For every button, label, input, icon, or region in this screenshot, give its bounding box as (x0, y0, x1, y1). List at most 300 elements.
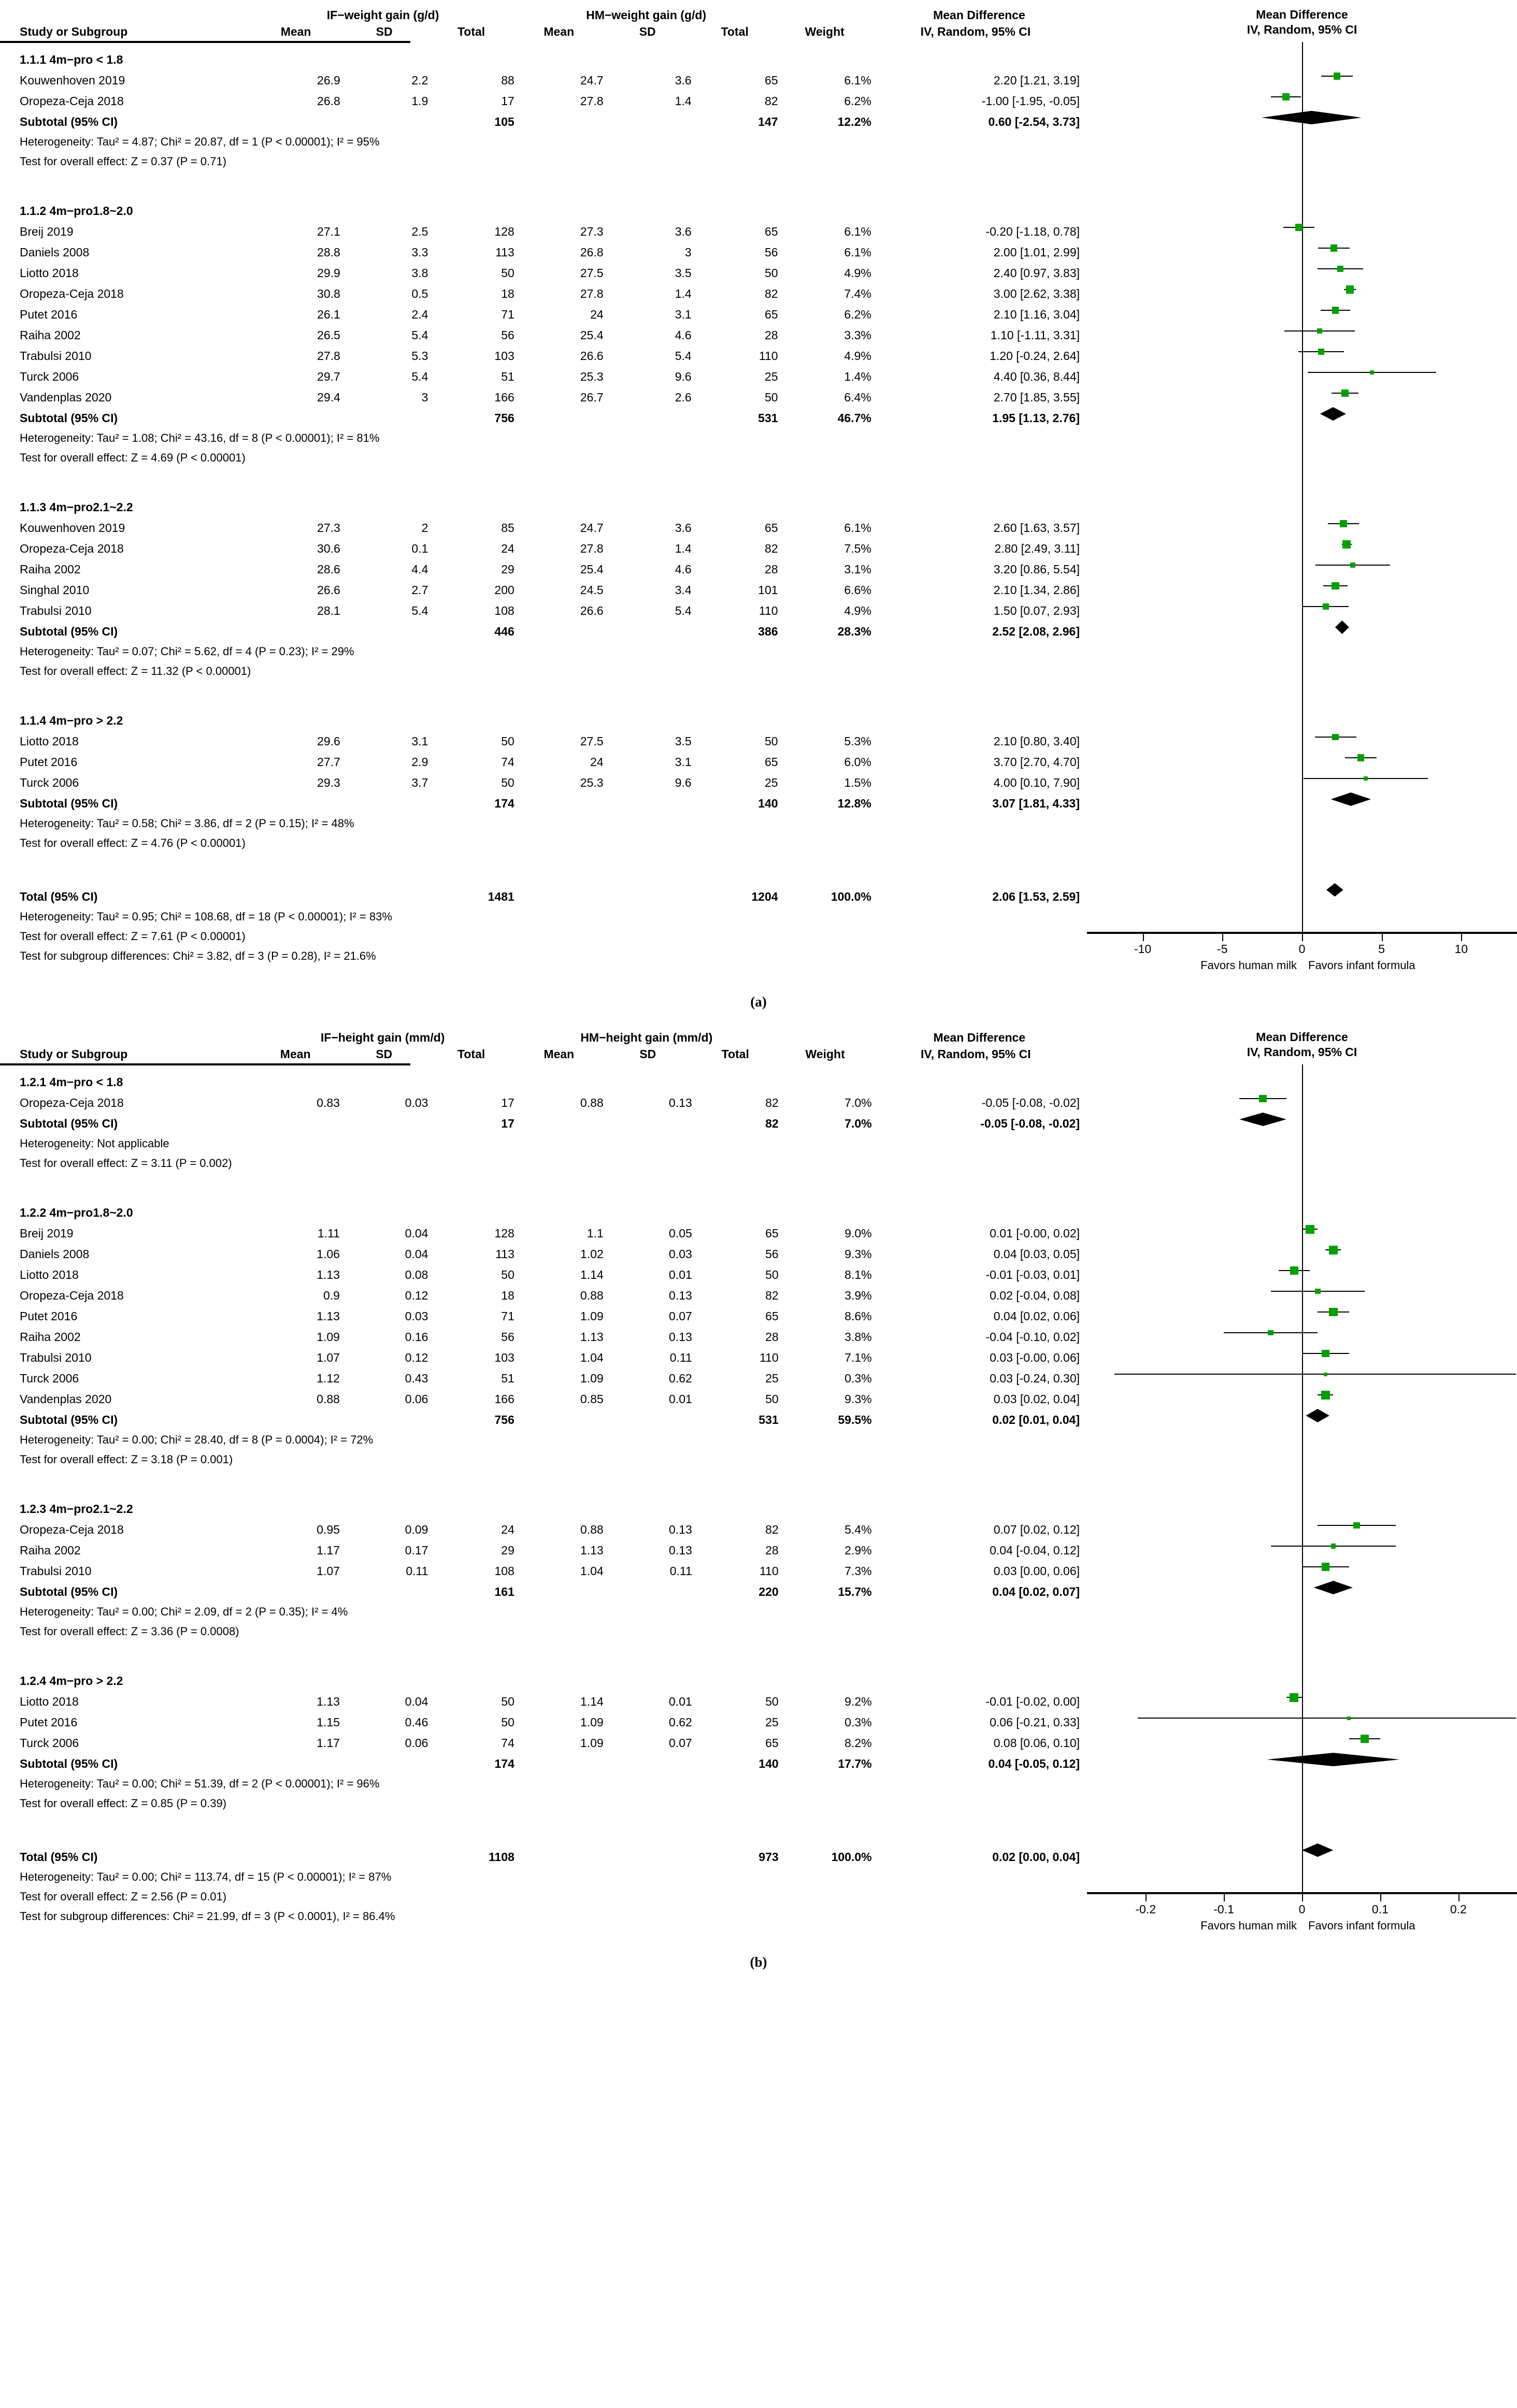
subgroup-differences-row (20, 1902, 1087, 1922)
study-sd-hm: 0.11 (669, 1351, 692, 1364)
effect-estimate-marker (1322, 1350, 1329, 1358)
study-name: Liotto 2018 (20, 1695, 79, 1708)
study-total-if: 18 (501, 287, 514, 300)
study-sd-if: 0.5 (411, 287, 428, 300)
total-blank-4 (604, 873, 692, 903)
study-sd-hm: 0.11 (669, 1564, 692, 1578)
overall-effect-text: Test for overall effect: Z = 3.11 (P = 0.002) (20, 1157, 232, 1170)
row-spacer (20, 1465, 1087, 1489)
x-axis-tick-label: -10 (1134, 942, 1152, 956)
study-total-if: 71 (501, 1309, 514, 1323)
total-diamond (1326, 883, 1343, 897)
heterogeneity-row (20, 1130, 1087, 1149)
subtotal-blank-3 (514, 107, 604, 128)
study-name: Vandenplas 2020 (20, 391, 112, 404)
subtotal-total-if: 174 (494, 1757, 514, 1770)
study-name: Oropeza-Ceja 2018 (20, 94, 124, 108)
subgroup-title: 1.1.1 4m−pro < 1.8 (20, 53, 123, 66)
axis-left-label: Favors human milk (1200, 959, 1297, 972)
study-weight: 9.0% (845, 1227, 872, 1240)
study-mean-hm: 27.8 (580, 542, 604, 555)
study-total-if: 88 (501, 74, 514, 87)
study-total-if: 74 (501, 1736, 514, 1750)
study-mean-hm: 27.5 (580, 734, 604, 748)
subtotal-row (20, 617, 1087, 638)
panel-a-label: (a) (750, 994, 767, 1010)
total-blank-2 (340, 1833, 428, 1863)
col-header-sd-if: SD (376, 25, 393, 38)
study-row (20, 1515, 1087, 1536)
subtotal-total-hm: 531 (758, 1413, 779, 1426)
study-mean-if: 1.09 (317, 1330, 340, 1344)
total-overall-effect-row (20, 922, 1087, 942)
study-sd-hm: 0.13 (669, 1096, 692, 1109)
study-mean-hm: 1.13 (580, 1544, 604, 1557)
study-mean-if: 1.07 (317, 1351, 340, 1364)
study-total-if: 17 (501, 94, 514, 108)
study-mean-hm: 1.09 (580, 1736, 604, 1750)
subtotal-total-if: 446 (494, 625, 514, 638)
subtotal-row (20, 1405, 1087, 1426)
subgroup-title: 1.2.1 4m−pro < 1.8 (20, 1075, 123, 1089)
study-mean-hm: 1.14 (580, 1268, 604, 1281)
axis-right-label: Favors infant formula (1308, 1919, 1415, 1932)
subtotal-total-if: 17 (501, 1117, 514, 1130)
study-name: Trabulsi 2010 (20, 604, 92, 617)
subtotal-blank-3 (514, 1109, 604, 1130)
study-sd-hm: 3.4 (675, 583, 692, 597)
study-total-hm: 110 (758, 349, 778, 363)
study-weight: 1.5% (844, 776, 871, 789)
study-weight: 6.4% (844, 391, 871, 404)
subtotal-blank-4 (604, 1577, 692, 1598)
study-name: Liotto 2018 (20, 734, 79, 748)
overall-effect-row (20, 1446, 1087, 1465)
study-mean-difference: 0.08 [0.06, 0.10] (993, 1736, 1080, 1750)
x-axis-tick (1302, 934, 1303, 941)
total-label: Total (95% CI) (20, 1850, 98, 1864)
header-spacer-2 (778, 9, 871, 26)
subtotal-total-hm: 386 (758, 625, 778, 638)
study-sd-hm: 0.62 (669, 1715, 692, 1729)
study-name: Liotto 2018 (20, 266, 79, 280)
group-header-if: IF−height gain (mm/d) (320, 1031, 445, 1044)
total-diamond (1302, 1843, 1333, 1857)
study-row (20, 1708, 1087, 1728)
study-mean-if: 26.6 (317, 583, 340, 597)
study-total-hm: 56 (764, 246, 778, 259)
study-weight: 5.4% (845, 1523, 872, 1536)
study-row (20, 1343, 1087, 1364)
study-sd-if: 0.17 (405, 1544, 428, 1557)
study-total-hm: 28 (765, 1544, 779, 1557)
subtotal-total-if: 174 (494, 797, 514, 810)
heterogeneity-row (20, 1426, 1087, 1446)
table-group-header-row (20, 1032, 1087, 1048)
total-row (20, 1833, 1087, 1863)
study-sd-if: 5.4 (411, 328, 428, 342)
study-row (20, 279, 1087, 300)
row-spacer (20, 464, 1087, 487)
subtotal-total-hm: 140 (758, 797, 778, 810)
study-mean-if: 26.8 (317, 94, 340, 108)
md-title: Mean Difference (933, 8, 1025, 22)
x-axis-tick (1146, 1894, 1147, 1901)
subtotal-label: Subtotal (95% CI) (20, 115, 118, 128)
study-row (20, 575, 1087, 596)
study-total-hm: 50 (764, 266, 778, 280)
row-spacer (20, 1809, 1087, 1833)
subtotal-total-hm: 220 (758, 1585, 779, 1598)
study-total-if: 128 (494, 225, 514, 238)
study-total-hm: 25 (764, 776, 778, 789)
study-sd-hm: 5.4 (675, 349, 692, 363)
study-mean-difference: -0.01 [-0.03, 0.01] (985, 1268, 1080, 1281)
effect-estimate-marker (1370, 370, 1374, 374)
study-row (20, 66, 1087, 86)
study-sd-hm: 0.07 (669, 1309, 692, 1323)
study-name: Oropeza-Ceja 2018 (20, 1096, 124, 1109)
col-header-sd-hm: SD (639, 1047, 656, 1061)
col-header-mean-if: Mean (280, 25, 311, 38)
study-mean-difference: 0.01 [-0.00, 0.02] (990, 1227, 1080, 1240)
total-blank-3 (514, 1833, 604, 1863)
study-mean-hm: 26.6 (580, 349, 604, 363)
subgroup-title: 1.2.3 4m−pro2.1~2.2 (20, 1502, 133, 1516)
effect-estimate-marker (1353, 1522, 1360, 1529)
study-total-hm: 65 (764, 308, 778, 321)
study-sd-hm: 1.4 (675, 542, 692, 555)
study-total-if: 50 (501, 266, 514, 280)
heterogeneity-text: Heterogeneity: Tau² = 0.00; Chi² = 2.09, df = 2 (P = 0.35); I² = 4% (20, 1605, 348, 1618)
x-axis-tick-label: -5 (1217, 942, 1228, 956)
study-mean-if: 30.6 (317, 542, 340, 555)
study-total-if: 56 (501, 328, 514, 342)
effect-estimate-marker (1259, 1095, 1267, 1103)
row-spacer (20, 677, 1087, 701)
study-total-hm: 82 (765, 1289, 779, 1302)
effect-estimate-marker (1317, 328, 1322, 334)
study-mean-if: 1.17 (317, 1736, 340, 1750)
confidence-interval-line (1114, 1374, 1516, 1375)
subtotal-row (20, 1109, 1087, 1130)
subtotal-blank-2 (340, 1749, 428, 1770)
subtotal-total-if: 756 (494, 1413, 514, 1426)
study-name: Turck 2006 (20, 1736, 79, 1750)
study-mean-if: 0.83 (317, 1096, 340, 1109)
study-sd-hm: 3.6 (675, 521, 692, 535)
heterogeneity-row (20, 424, 1087, 444)
confidence-interval-line (1138, 1718, 1516, 1719)
study-mean-difference: 0.02 [-0.04, 0.08] (990, 1289, 1080, 1302)
overall-effect-row (20, 1618, 1087, 1637)
col-header-md-ci: IV, Random, 95% CI (920, 1047, 1031, 1061)
subtotal-blank-4 (604, 789, 692, 810)
col-header-mean-hm: Mean (543, 25, 575, 38)
study-sd-hm: 3.1 (675, 755, 692, 769)
study-mean-difference: 2.70 [1.85, 3.55] (993, 391, 1080, 404)
study-name: Oropeza-Ceja 2018 (20, 287, 124, 300)
overall-effect-text: Test for overall effect: Z = 3.18 (P = 0.001) (20, 1453, 233, 1466)
overall-effect-text: Test for overall effect: Z = 0.85 (P = 0.39) (20, 1797, 227, 1810)
study-total-if: 17 (501, 1096, 514, 1109)
effect-estimate-marker (1329, 1246, 1338, 1255)
study-total-if: 24 (501, 542, 514, 555)
study-mean-hm: 24.7 (580, 74, 604, 87)
study-total-hm: 50 (765, 1695, 779, 1708)
study-sd-if: 3.3 (411, 246, 428, 259)
study-weight: 6.2% (844, 94, 871, 108)
total-heterogeneity-text: Heterogeneity: Tau² = 0.00; Chi² = 113.74, df = 15 (P < 0.00001); I² = 87% (20, 1870, 392, 1883)
study-row (20, 1219, 1087, 1239)
study-total-hm: 82 (764, 287, 778, 300)
heterogeneity-row (20, 128, 1087, 148)
study-mean-if: 1.13 (317, 1695, 340, 1708)
x-axis-tick-label: 0.2 (1450, 1902, 1467, 1916)
study-sd-hm: 0.13 (669, 1544, 692, 1557)
study-row (20, 1302, 1087, 1322)
study-weight: 8.2% (845, 1736, 872, 1750)
forest-table-b (20, 1032, 1087, 1922)
study-total-if: 113 (495, 246, 514, 259)
study-mean-difference: 0.03 [0.00, 0.06] (993, 1564, 1080, 1578)
effect-estimate-marker (1357, 754, 1365, 761)
study-total-if: 85 (501, 521, 514, 535)
study-total-hm: 82 (765, 1096, 779, 1109)
subgroup-header-row (20, 191, 1087, 217)
subtotal-blank-4 (604, 1749, 692, 1770)
study-name: Raiha 2002 (20, 563, 81, 576)
axis-left-label: Favors human milk (1200, 1919, 1297, 1932)
heterogeneity-text: Heterogeneity: Tau² = 1.08; Chi² = 43.16, df = 8 (P < 0.00001); I² = 81% (20, 431, 380, 444)
heterogeneity-text: Heterogeneity: Tau² = 4.87; Chi² = 20.87, df = 1 (P < 0.00001); I² = 95% (20, 135, 380, 148)
study-mean-hm: 24 (590, 755, 604, 769)
subtotal-blank-1 (251, 1749, 339, 1770)
study-name: Kouwenhoven 2019 (20, 521, 125, 535)
overall-effect-text: Test for overall effect: Z = 11.32 (P < 0.00001) (20, 665, 251, 677)
subtotal-diamond (1239, 1113, 1286, 1126)
overall-effect-row (20, 657, 1087, 677)
study-total-hm: 110 (760, 1564, 779, 1578)
group-header-if: IF−weight gain (g/d) (326, 8, 439, 22)
col-header-mean-hm: Mean (543, 1047, 575, 1061)
study-name: Raiha 2002 (20, 328, 81, 342)
study-sd-if: 2.2 (411, 74, 428, 87)
study-mean-difference: 2.40 [0.97, 3.83] (993, 266, 1080, 280)
header-rule (0, 41, 410, 43)
subtotal-diamond (1314, 1581, 1353, 1594)
study-total-hm: 65 (765, 1227, 779, 1240)
study-mean-difference: 3.00 [2.62, 3.38] (993, 287, 1080, 300)
study-name: Kouwenhoven 2019 (20, 74, 125, 87)
study-row (20, 1260, 1087, 1281)
study-name: Turck 2006 (20, 370, 79, 383)
effect-estimate-marker (1330, 244, 1338, 252)
subtotal-blank-1 (251, 107, 340, 128)
study-mean-hm: 24.5 (580, 583, 604, 597)
subtotal-mean-difference: 0.04 [0.02, 0.07] (992, 1585, 1080, 1598)
study-mean-difference: 4.00 [0.10, 7.90] (993, 776, 1080, 789)
subtotal-blank-2 (340, 789, 428, 810)
study-mean-hm: 26.6 (580, 604, 604, 617)
total-blank-2 (340, 873, 428, 903)
study-mean-if: 29.9 (317, 266, 340, 280)
study-sd-if: 3.1 (411, 734, 428, 748)
study-mean-hm: 0.88 (580, 1289, 604, 1302)
study-weight: 9.3% (845, 1392, 872, 1406)
x-axis-tick-label: 0.1 (1371, 1902, 1389, 1916)
study-mean-difference: -0.04 [-0.10, 0.02] (985, 1330, 1080, 1344)
study-sd-if: 0.11 (406, 1564, 428, 1578)
study-sd-hm: 3.6 (675, 225, 692, 238)
subtotal-mean-difference: -0.05 [-0.08, -0.02] (980, 1117, 1080, 1130)
study-sd-if: 5.4 (411, 370, 428, 383)
study-weight: 3.1% (844, 563, 871, 576)
study-weight: 6.1% (844, 246, 871, 259)
study-sd-hm: 0.13 (669, 1330, 692, 1344)
col-header-sd-hm: SD (639, 25, 656, 38)
subtotal-mean-difference: 0.04 [-0.05, 0.12] (988, 1757, 1080, 1770)
study-row (20, 1322, 1087, 1343)
col-header-total-if: Total (457, 1047, 485, 1061)
effect-estimate-marker (1329, 1308, 1338, 1317)
study-mean-difference: 2.10 [1.34, 2.86] (993, 583, 1080, 597)
study-mean-difference: 1.50 [0.07, 2.93] (993, 604, 1080, 617)
effect-estimate-marker (1337, 266, 1343, 272)
study-sd-if: 3 (421, 391, 428, 404)
study-total-hm: 28 (765, 1330, 779, 1344)
effect-estimate-marker (1334, 73, 1341, 80)
study-total-hm: 25 (764, 370, 778, 383)
col-header-total-hm: Total (721, 25, 749, 38)
subtotal-mean-difference: 3.07 [1.81, 4.33] (992, 797, 1080, 810)
study-mean-difference: 4.40 [0.36, 8.44] (993, 370, 1080, 383)
subtotal-label: Subtotal (95% CI) (20, 1117, 118, 1130)
total-blank-3 (514, 873, 604, 903)
effect-estimate-marker (1268, 1330, 1273, 1336)
study-total-if: 29 (501, 1544, 514, 1557)
overall-effect-row (20, 444, 1087, 464)
study-name: Oropeza-Ceja 2018 (20, 1289, 124, 1302)
study-row (20, 768, 1087, 789)
study-mean-if: 29.7 (317, 370, 340, 383)
study-sd-if: 0.43 (405, 1372, 428, 1385)
study-mean-difference: 0.03 [-0.00, 0.06] (990, 1351, 1080, 1364)
study-mean-hm: 1.09 (580, 1309, 604, 1323)
overall-effect-text: Test for overall effect: Z = 3.36 (P = 0.0008) (20, 1625, 239, 1638)
overall-effect-text: Test for overall effect: Z = 4.69 (P < 0.00001) (20, 451, 246, 464)
subtotal-blank-4 (604, 403, 692, 424)
study-mean-if: 27.8 (317, 349, 340, 363)
subtotal-total-hm: 531 (758, 411, 778, 425)
subgroup-title: 1.1.2 4m−pro1.8~2.0 (20, 204, 133, 218)
study-mean-if: 28.8 (317, 246, 340, 259)
subtotal-blank-1 (251, 1405, 339, 1426)
study-name: Oropeza-Ceja 2018 (20, 1523, 124, 1536)
study-sd-if: 0.03 (405, 1309, 428, 1323)
effect-estimate-marker (1332, 734, 1339, 741)
effect-estimate-marker (1323, 603, 1329, 610)
effect-estimate-marker (1332, 307, 1339, 314)
study-name: Putet 2016 (20, 1715, 78, 1729)
study-mean-if: 1.17 (317, 1544, 340, 1557)
panel-a (0, 0, 1517, 1022)
subtotal-mean-difference: 2.52 [2.08, 2.96] (992, 625, 1080, 638)
effect-estimate-marker (1350, 563, 1355, 568)
x-axis-tick-label: 5 (1378, 942, 1385, 956)
x-axis-tick (1302, 1894, 1303, 1901)
study-row (20, 1088, 1087, 1109)
subtotal-row (20, 107, 1087, 128)
study-total-hm: 65 (764, 225, 778, 238)
header-spacer-2 (779, 1032, 872, 1048)
subtotal-weight: 17.7% (838, 1757, 872, 1770)
subtotal-blank-1 (251, 617, 340, 638)
study-mean-hm: 1.04 (580, 1351, 604, 1364)
study-total-if: 74 (501, 755, 514, 769)
study-weight: 4.9% (844, 349, 871, 363)
x-axis-tick (1461, 934, 1462, 941)
md-title: Mean Difference (933, 1031, 1026, 1044)
subtotal-blank-3 (514, 789, 604, 810)
study-total-hm: 110 (758, 604, 778, 617)
subtotal-blank-2 (340, 107, 428, 128)
study-sd-hm: 3.6 (675, 74, 692, 87)
x-axis-tick-label: 0 (1298, 1902, 1306, 1916)
study-row (20, 1556, 1087, 1577)
subgroup-header-row (20, 1489, 1087, 1515)
study-total-hm: 82 (765, 1523, 779, 1536)
study-total-if: 166 (494, 1392, 514, 1406)
zero-reference-line (1302, 1064, 1303, 1892)
subgroup-differences-row (20, 942, 1087, 962)
study-sd-hm: 0.01 (669, 1268, 692, 1281)
study-mean-hm: 25.4 (580, 328, 604, 342)
study-total-if: 166 (494, 391, 514, 404)
study-name: Singhal 2010 (20, 583, 90, 597)
study-mean-if: 28.1 (317, 604, 340, 617)
study-sd-hm: 2.6 (675, 391, 692, 404)
study-sd-if: 0.04 (405, 1695, 428, 1708)
study-weight: 4.9% (844, 604, 871, 617)
study-total-hm: 50 (764, 391, 778, 404)
study-sd-if: 5.3 (411, 349, 428, 363)
study-mean-if: 1.15 (317, 1715, 340, 1729)
study-mean-if: 26.1 (317, 308, 340, 321)
study-sd-if: 0.06 (405, 1736, 428, 1750)
subtotal-blank-4 (604, 1109, 692, 1130)
effect-estimate-marker (1342, 540, 1350, 548)
subtotal-row (20, 403, 1087, 424)
study-name: Liotto 2018 (20, 1268, 79, 1281)
subtotal-total-if: 161 (494, 1585, 514, 1598)
col-header-mean-if: Mean (280, 1047, 311, 1061)
study-mean-difference: -0.20 [-1.18, 0.78] (985, 225, 1080, 238)
study-row (20, 1239, 1087, 1260)
study-total-hm: 65 (764, 755, 778, 769)
subtotal-blank-4 (604, 1405, 692, 1426)
study-sd-hm: 4.6 (675, 328, 692, 342)
table-group-header-row (20, 9, 1087, 26)
study-total-if: 103 (494, 349, 514, 363)
total-heterogeneity-row (20, 1863, 1087, 1883)
study-row (20, 747, 1087, 768)
total-heterogeneity-text: Heterogeneity: Tau² = 0.95; Chi² = 108.68, df = 18 (P < 0.00001); I² = 83% (20, 910, 392, 923)
study-mean-difference: -0.01 [-0.02, 0.00] (985, 1695, 1080, 1708)
col-header-weight: Weight (805, 1047, 845, 1061)
study-weight: 6.6% (844, 583, 871, 597)
total-mean-difference: 0.02 [0.00, 0.04] (992, 1850, 1080, 1864)
